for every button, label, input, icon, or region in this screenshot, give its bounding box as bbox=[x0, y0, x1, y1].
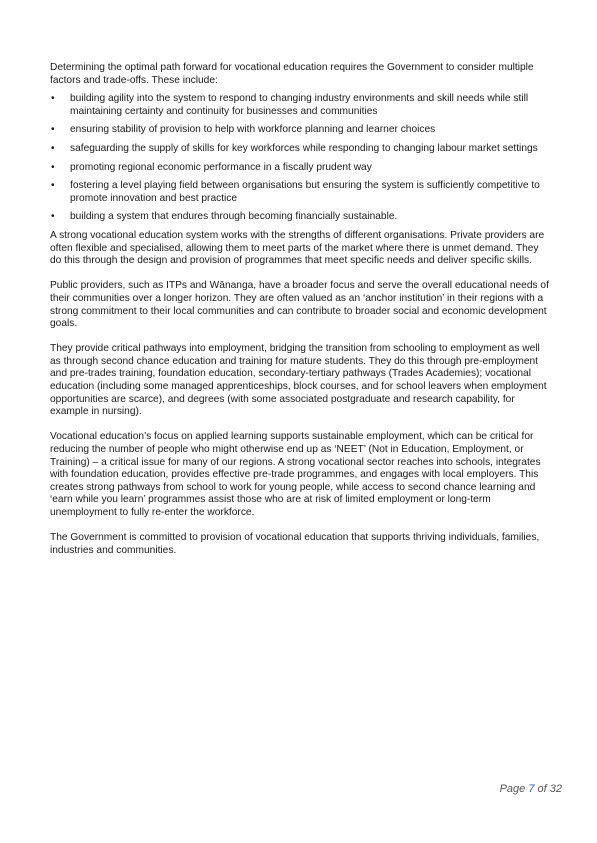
bullet-icon: • bbox=[51, 180, 55, 192]
considerations-list bbox=[50, 93, 550, 224]
paragraph-pathways: They provide critical pathways into employment, bridging the transition from schooling to employment as well as through second chance education and training for mature students. They do this through pre-employment and pre-trades training, foundation education, secondary-tertiary pathways (Trades Academies); vocational education (including some managed apprenticeships, block courses, and for school leavers when employment opportunities are scarce), and degrees (with some associated postgraduate and research capability, for example in nursing). bbox=[50, 343, 547, 418]
list-item-text: safeguarding the supply of skills for key workforces while responding to changing labour market settings bbox=[70, 142, 538, 154]
list-item-text: promoting regional economic performance in a fiscally prudent way bbox=[70, 161, 372, 173]
list-item-text: building agility into the system to respond to changing industry environments and skill needs while still maintaining certainty and continuity for businesses and communities bbox=[70, 93, 529, 117]
paragraph-commitment: The Government is committed to provision of vocational education that supports thriving individuals, families, industries and communities. bbox=[50, 532, 540, 556]
document-body bbox=[50, 62, 550, 570]
page-number: 7 bbox=[528, 783, 535, 795]
page-footer bbox=[500, 783, 562, 795]
list-item bbox=[50, 124, 550, 137]
page-label: Page bbox=[499, 783, 529, 795]
list-item-text: ensuring stability of provision to help with workforce planning and learner choices bbox=[70, 124, 436, 136]
bullet-icon: • bbox=[51, 142, 55, 154]
list-item bbox=[50, 180, 550, 205]
bullet-icon: • bbox=[51, 93, 55, 105]
bullet-icon: • bbox=[51, 124, 55, 136]
paragraph-applied-learning: Vocational education’s focus on applied learning supports sustainable employment, which can be critical for reducing the number of people who might otherwise end up as ‘NEET’ (Not in Education, Employment, or Training) – a critical issue for many of our regions. A strong vocational sector reaches into schools, integrates with foundation education, provides effective pre-trade programmes, and engages with local employers. This creates strong pathways from school to work for young people, while access to second chance learning and ‘earn while you learn’ programmes assist those who are at risk of limited employment or long-term unemployment to fully re-enter the workforce. bbox=[50, 431, 541, 518]
list-item-text: fostering a level playing field between organisations but ensuring the system is sufficiently competitive to promote innovation and best practice bbox=[70, 180, 540, 204]
list-item bbox=[50, 143, 550, 156]
bullet-icon: • bbox=[51, 161, 55, 173]
list-item-text: building a system that endures through becoming financially sustainable. bbox=[70, 211, 398, 223]
bullet-icon: • bbox=[51, 211, 55, 223]
list-item bbox=[50, 93, 550, 118]
paragraph-providers: A strong vocational education system works with the strengths of different organisations. Private providers are often flexible and specialised, allowing them to meet parts of the market where there is unmet demand. They do this through the design and provision of programmes that meet specific needs and deliver specific skills. bbox=[50, 229, 545, 267]
page-total: of 32 bbox=[534, 783, 562, 795]
list-item bbox=[50, 162, 550, 175]
intro-paragraph: Determining the optimal path forward for vocational education requires the Government to consider multiple factors and trade-offs. These include: bbox=[50, 62, 534, 86]
paragraph-public-providers: Public providers, such as ITPs and Wānanga, have a broader focus and serve the overall educational needs of their communities over a longer horizon. They are often valued as an ‘anchor institution’ in their regions with a strong commitment to their local communities and can contribute to broader social and economic development goals. bbox=[50, 280, 549, 330]
list-item bbox=[50, 211, 550, 224]
